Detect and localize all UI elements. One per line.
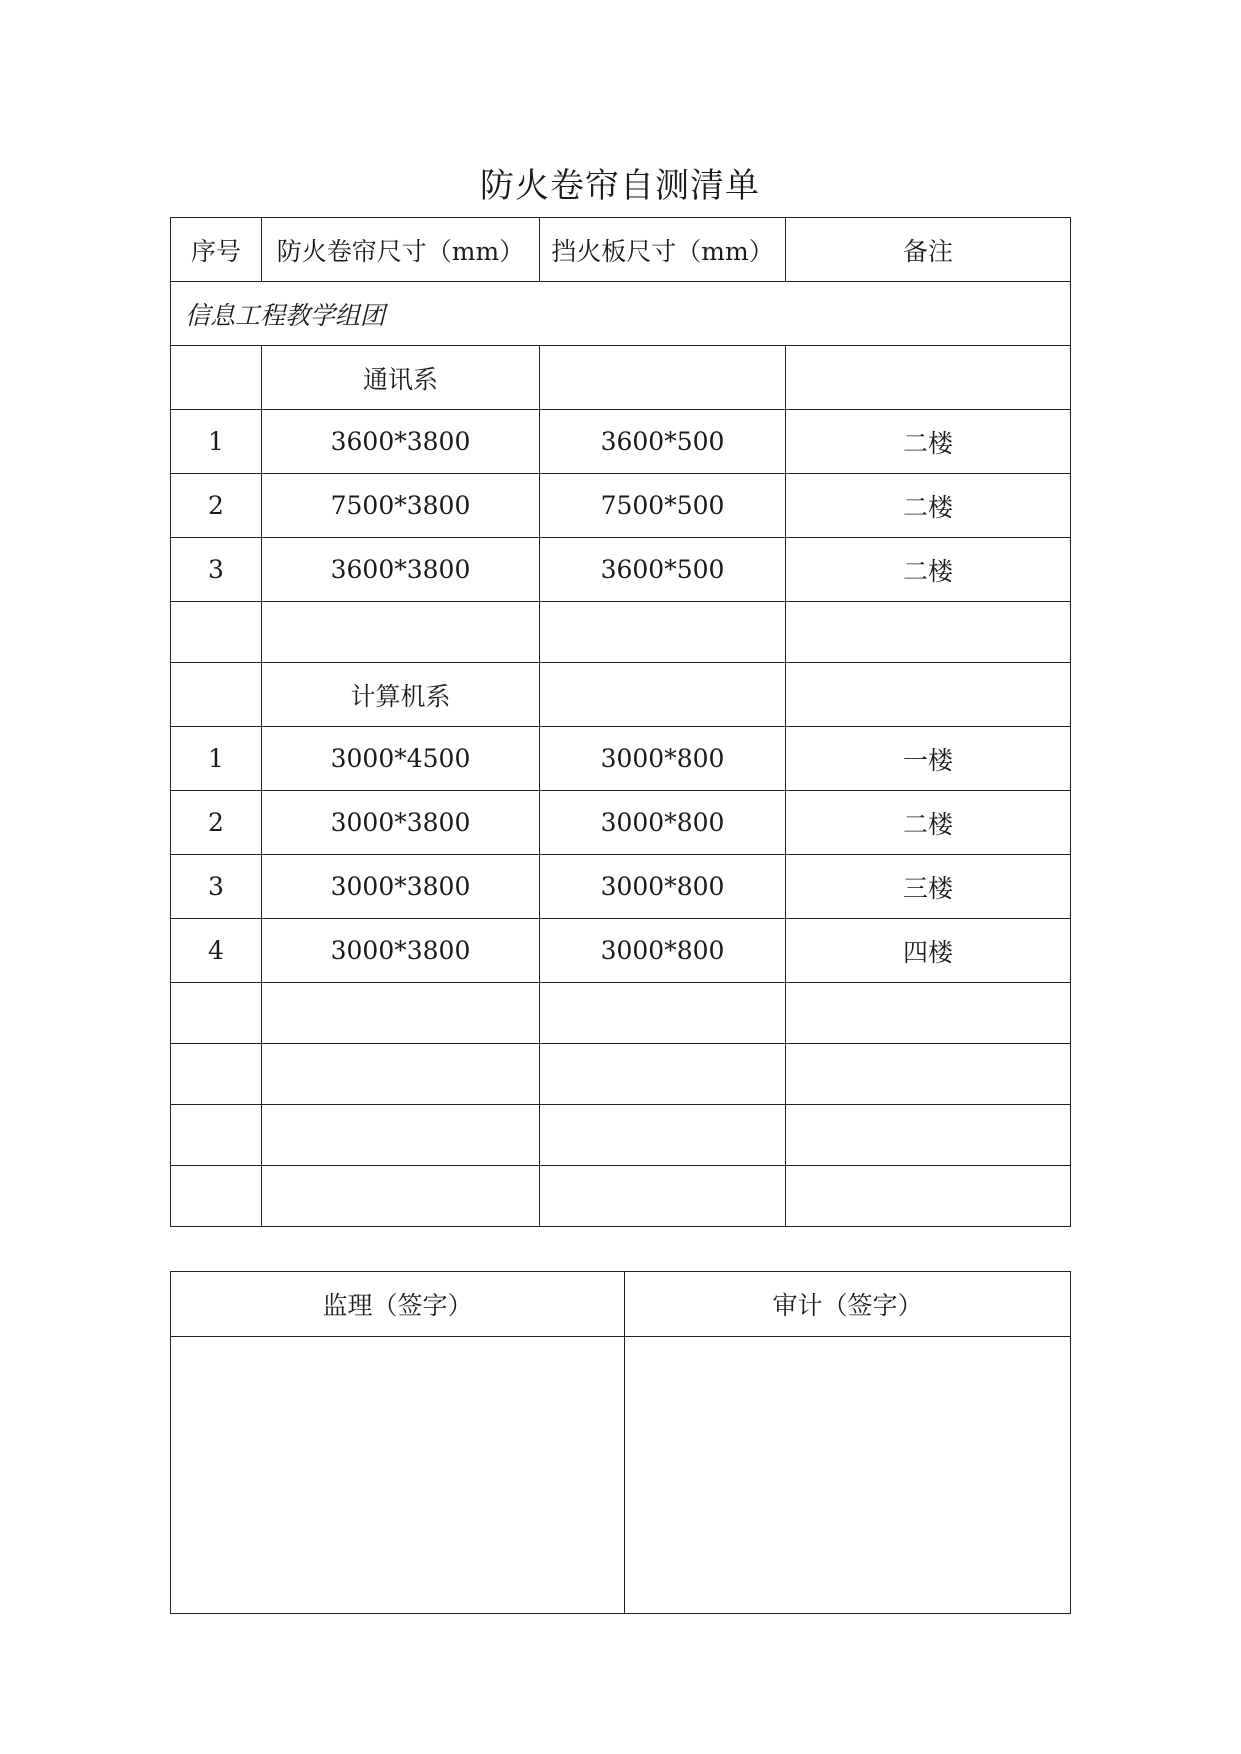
section-name: 通讯系: [262, 346, 540, 410]
group-title: 信息工程教学组团: [171, 282, 1071, 346]
row-no: 1: [171, 410, 262, 474]
empty-row: [171, 602, 1071, 663]
row-curtain-size: 3000*4500: [262, 727, 540, 791]
page-title: 防火卷帘自测清单: [480, 166, 760, 206]
row-baffle-size: 3000*800: [540, 791, 786, 855]
empty-row: [171, 1044, 1071, 1105]
table-row: [171, 855, 1071, 919]
table-row: [171, 919, 1071, 983]
row-curtain-size: 7500*3800: [262, 474, 540, 538]
audit-signature-label: 审计（签字）: [625, 1272, 1071, 1337]
empty-row: [171, 1166, 1071, 1227]
signature-header-row: [171, 1272, 1071, 1337]
group-row: [171, 282, 1071, 346]
cell-empty: [171, 346, 262, 410]
row-baffle-size: 3000*800: [540, 727, 786, 791]
row-baffle-size: 3600*500: [540, 538, 786, 602]
cell-empty: [540, 663, 786, 727]
section-name: 计算机系: [262, 663, 540, 727]
table-row: [171, 538, 1071, 602]
row-no: 2: [171, 791, 262, 855]
row-baffle-size: 7500*500: [540, 474, 786, 538]
header-no: 序号: [171, 218, 262, 282]
signature-table: [170, 1271, 1071, 1614]
header-note: 备注: [786, 218, 1071, 282]
row-note: 二楼: [786, 474, 1071, 538]
row-note: 二楼: [786, 538, 1071, 602]
row-no: 4: [171, 919, 262, 983]
row-note: 一楼: [786, 727, 1071, 791]
row-curtain-size: 3600*3800: [262, 538, 540, 602]
row-no: 2: [171, 474, 262, 538]
cell-empty: [171, 663, 262, 727]
section-row: [171, 346, 1071, 410]
row-baffle-size: 3000*800: [540, 855, 786, 919]
row-curtain-size: 3600*3800: [262, 410, 540, 474]
empty-row: [171, 983, 1071, 1044]
row-note: 四楼: [786, 919, 1071, 983]
cell-empty: [786, 346, 1071, 410]
signature-area-row: [171, 1337, 1071, 1614]
supervisor-signature-area[interactable]: [171, 1337, 625, 1614]
empty-row: [171, 1105, 1071, 1166]
row-curtain-size: 3000*3800: [262, 855, 540, 919]
row-curtain-size: 3000*3800: [262, 919, 540, 983]
header-curtain-size: 防火卷帘尺寸（mm）: [262, 218, 540, 282]
checklist-table: [170, 217, 1071, 1227]
row-note: 二楼: [786, 410, 1071, 474]
header-baffle-size: 挡火板尺寸（mm）: [540, 218, 786, 282]
row-no: 3: [171, 538, 262, 602]
supervisor-signature-label: 监理（签字）: [171, 1272, 625, 1337]
cell-empty: [540, 346, 786, 410]
table-row: [171, 727, 1071, 791]
table-row: [171, 410, 1071, 474]
row-baffle-size: 3000*800: [540, 919, 786, 983]
row-baffle-size: 3600*500: [540, 410, 786, 474]
row-note: 二楼: [786, 791, 1071, 855]
row-no: 3: [171, 855, 262, 919]
header-row: [171, 218, 1071, 282]
table-row: [171, 791, 1071, 855]
cell-empty: [786, 663, 1071, 727]
audit-signature-area[interactable]: [625, 1337, 1071, 1614]
row-note: 三楼: [786, 855, 1071, 919]
table-row: [171, 474, 1071, 538]
section-row: [171, 663, 1071, 727]
row-curtain-size: 3000*3800: [262, 791, 540, 855]
row-no: 1: [171, 727, 262, 791]
